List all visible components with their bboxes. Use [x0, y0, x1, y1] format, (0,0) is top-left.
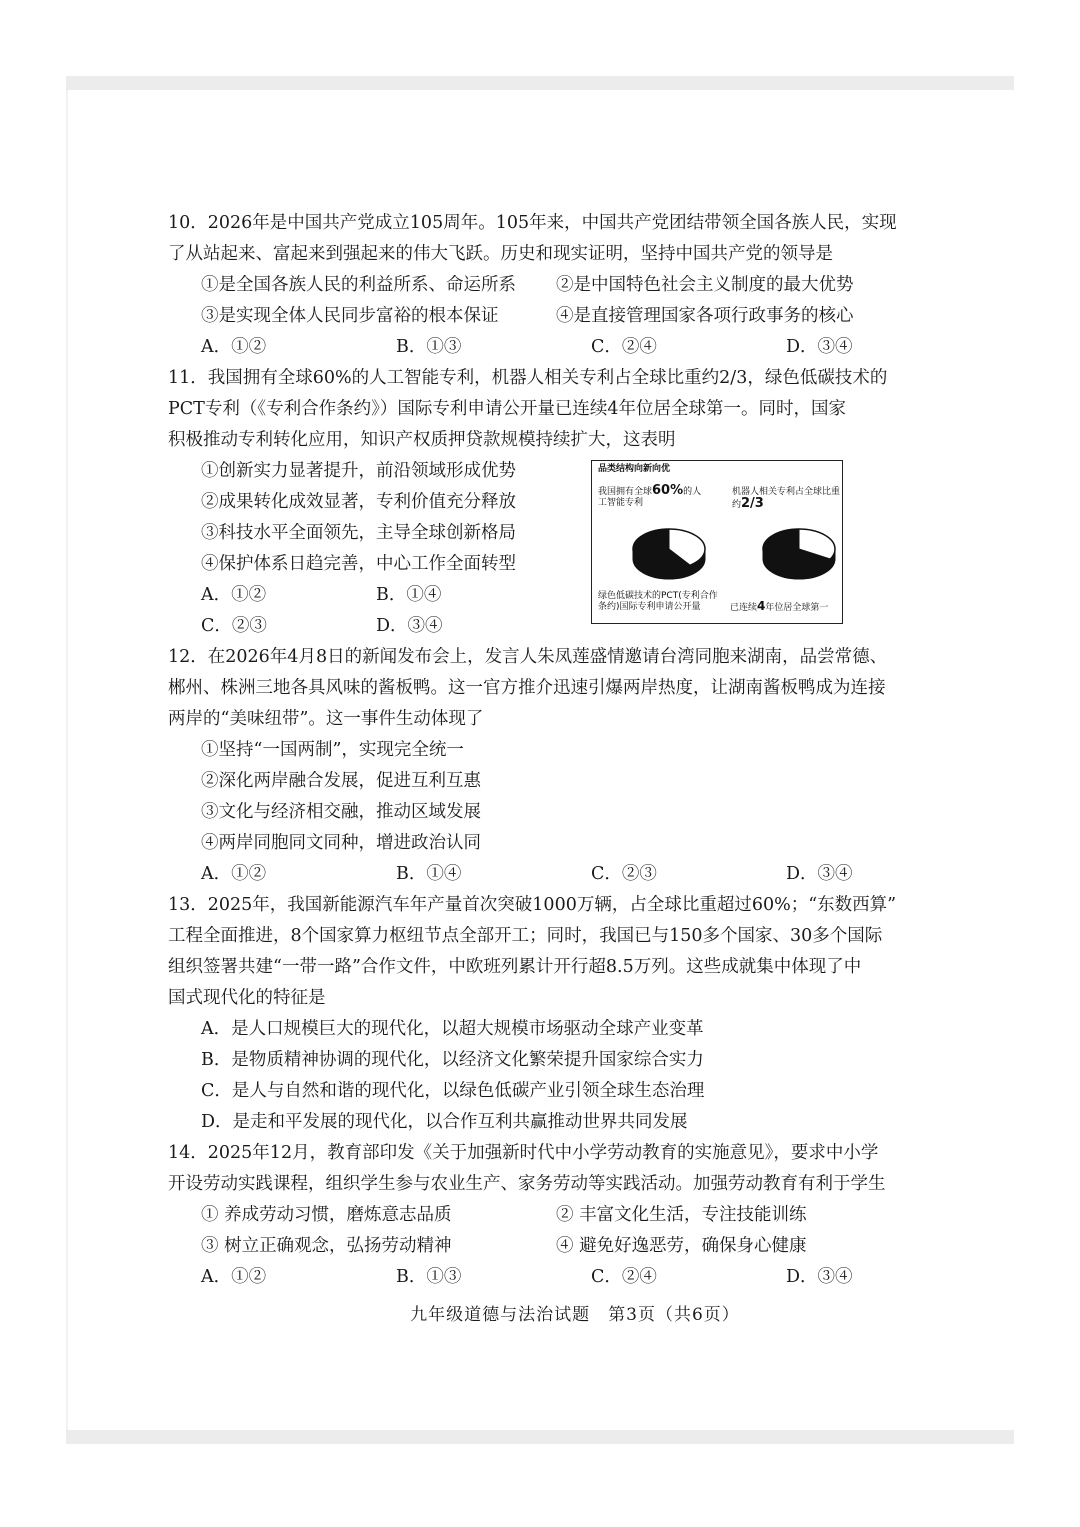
question-10-statements-row-1	[168, 270, 918, 301]
question-10-statements-row-2	[168, 301, 918, 332]
statement-2: ② 丰富文化生活，专注技能训练	[556, 1205, 807, 1225]
statement-1: ① 养成劳动习惯，磨炼意志品质	[201, 1205, 452, 1225]
pie-chart-robot-patents	[760, 525, 838, 583]
infographic-ai-patent-text	[598, 485, 710, 509]
question-14-statements-row-1	[168, 1200, 918, 1231]
infographic-robot-patent-text	[732, 487, 842, 511]
option-b: B．①③	[396, 337, 462, 357]
statement-4: ④保护体系日趋完善，中心工作全面转型	[201, 554, 516, 574]
question-12-options	[168, 859, 918, 890]
statement-3: ③文化与经济相交融，推动区域发展	[201, 802, 481, 822]
robot-patent-share: 2/3	[741, 496, 764, 511]
ai-patent-text-pre: 我国拥有全球	[598, 487, 653, 497]
question-10-stem-line-1: 10．2026年是中国共产党成立105周年。105年来，中国共产党团结带领全国各族人民，实现	[168, 213, 897, 233]
question-14-stem-line-2: 开设劳动实践课程，组织学生参与农业生产、家务劳动等实践活动。加强劳动教育有利于学生	[168, 1174, 886, 1194]
scan-border-top	[66, 76, 1014, 90]
scan-border-left	[66, 90, 68, 1430]
patent-infographic	[591, 460, 843, 624]
ranking-years: 4	[757, 599, 766, 613]
infographic-ranking-text	[730, 601, 840, 614]
option-d: D．③④	[786, 864, 853, 884]
statement-1: ①坚持“一国两制”，实现完全统一	[201, 740, 464, 760]
question-13-stem-line-1: 13．2025年，我国新能源汽车年产量首次突破1000万辆，占全球比重超过60%；“东数西算”	[168, 895, 897, 915]
option-c: C．②③	[591, 864, 657, 884]
ranking-text-pre: 已连续	[730, 603, 758, 613]
question-13-stem-line-2: 工程全面推进，8个国家算力枢纽节点全部开工；同时，我国已与150多个国家、30多个国际	[168, 926, 883, 946]
infographic-pct-text: 绿色低碳技术的PCT(专利合作条约)国际专利申请公开量	[598, 591, 718, 612]
question-13	[168, 890, 918, 1138]
option-a: A．①②	[201, 1267, 267, 1287]
statement-1: ①是全国各族人民的利益所系、命运所系	[201, 275, 516, 295]
option-b: B．①③	[396, 1267, 462, 1287]
question-14	[168, 1138, 918, 1293]
question-14-statements-row-2	[168, 1231, 918, 1262]
option-c: C．②④	[591, 1267, 657, 1287]
question-11-statements	[168, 456, 583, 642]
question-12-stem-line-3: 两岸的“美味纽带”。这一事件生动体现了	[168, 709, 484, 729]
question-10-options	[168, 332, 918, 363]
option-a: A．①②	[201, 585, 267, 605]
option-d: D．③④	[786, 337, 853, 357]
statement-2: ②是中国特色社会主义制度的最大优势	[556, 275, 854, 295]
statement-4: ④是直接管理国家各项行政事务的核心	[556, 306, 854, 326]
statement-1: ①创新实力显著提升，前沿领域形成优势	[201, 461, 516, 481]
exam-page-content	[168, 208, 918, 1293]
question-12-stem-line-1: 12．在2026年4月8日的新闻发布会上，发言人朱凤莲盛情邀请台湾同胞来湖南，品尝常德、	[168, 647, 888, 667]
scan-border-bottom	[66, 1430, 1014, 1444]
question-11-stem-line-2: PCT专利（《专利合作条约》）国际专利申请公开量已连续4年位居全球第一。同时，国家	[168, 399, 846, 419]
question-10-stem-line-2: 了从站起来、富起来到强起来的伟大飞跃。历史和现实证明，坚持中国共产党的领导是	[168, 244, 833, 264]
question-11-body	[168, 456, 918, 642]
option-c: C．②④	[591, 337, 657, 357]
statement-3: ③科技水平全面领先，主导全球创新格局	[201, 523, 516, 543]
question-14-options	[168, 1262, 918, 1293]
page-footer: 九年级道德与法治试题 第3页（共6页）	[410, 1305, 740, 1325]
question-11	[168, 363, 918, 642]
ai-patent-text-post: 的人工智能专利	[598, 487, 702, 508]
question-11-options-row-2	[168, 611, 583, 642]
option-a: A．①②	[201, 337, 267, 357]
question-13-stem-line-3: 组织签署共建“一带一路”合作文件，中欧班列累计开行超8.5万列。这些成就集中体现了中	[168, 957, 862, 977]
statement-4: ④两岸同胞同文同种，增进政治认同	[201, 833, 481, 853]
statement-4: ④ 避免好逸恶劳，确保身心健康	[556, 1236, 807, 1256]
question-11-options-row-1	[168, 580, 583, 611]
robot-patent-text-pre: 机器人相关专利占全球比重约	[732, 487, 841, 510]
question-14-stem-line-1: 14．2025年12月，教育部印发《关于加强新时代中小学劳动教育的实施意见》，要求中小学	[168, 1143, 879, 1163]
pie-chart-ai-patents	[630, 525, 708, 583]
question-12	[168, 642, 918, 890]
option-d: D．③④	[376, 616, 443, 636]
question-13-stem-line-4: 国式现代化的特征是	[168, 988, 326, 1008]
option-d: D．③④	[786, 1267, 853, 1287]
statement-3: ③ 树立正确观念，弘扬劳动精神	[201, 1236, 452, 1256]
infographic-title: 品类结构向新向优	[598, 464, 671, 474]
statement-3: ③是实现全体人民同步富裕的根本保证	[201, 306, 499, 326]
option-a: A．是人口规模巨大的现代化，以超大规模市场驱动全球产业变革	[201, 1019, 704, 1039]
option-b: B．①④	[376, 585, 442, 605]
question-11-stem-line-1: 11．我国拥有全球60%的人工智能专利，机器人相关专利占全球比重约2/3，绿色低碳技术的	[168, 368, 888, 388]
statement-2: ②深化两岸融合发展，促进互利互惠	[201, 771, 481, 791]
question-11-stem-line-3: 积极推动专利转化应用，知识产权质押贷款规模持续扩大，这表明	[168, 430, 676, 450]
option-c: C．是人与自然和谐的现代化，以绿色低碳产业引领全球生态治理	[201, 1081, 705, 1101]
statement-2: ②成果转化成效显著，专利价值充分释放	[201, 492, 516, 512]
question-10	[168, 208, 918, 363]
option-b: B．①④	[396, 864, 462, 884]
ranking-text-post: 年位居全球第一	[765, 603, 829, 613]
option-a: A．①②	[201, 864, 267, 884]
option-c: C．②③	[201, 616, 267, 636]
ai-patent-share: 60%	[652, 483, 684, 498]
question-12-stem-line-2: 郴州、株洲三地各具风味的酱板鸭。这一官方推介迅速引爆两岸热度，让湖南酱板鸭成为连接	[168, 678, 886, 698]
option-b: B．是物质精神协调的现代化，以经济文化繁荣提升国家综合实力	[201, 1050, 704, 1070]
option-d: D．是走和平发展的现代化，以合作互利共赢推动世界共同发展	[201, 1112, 688, 1132]
